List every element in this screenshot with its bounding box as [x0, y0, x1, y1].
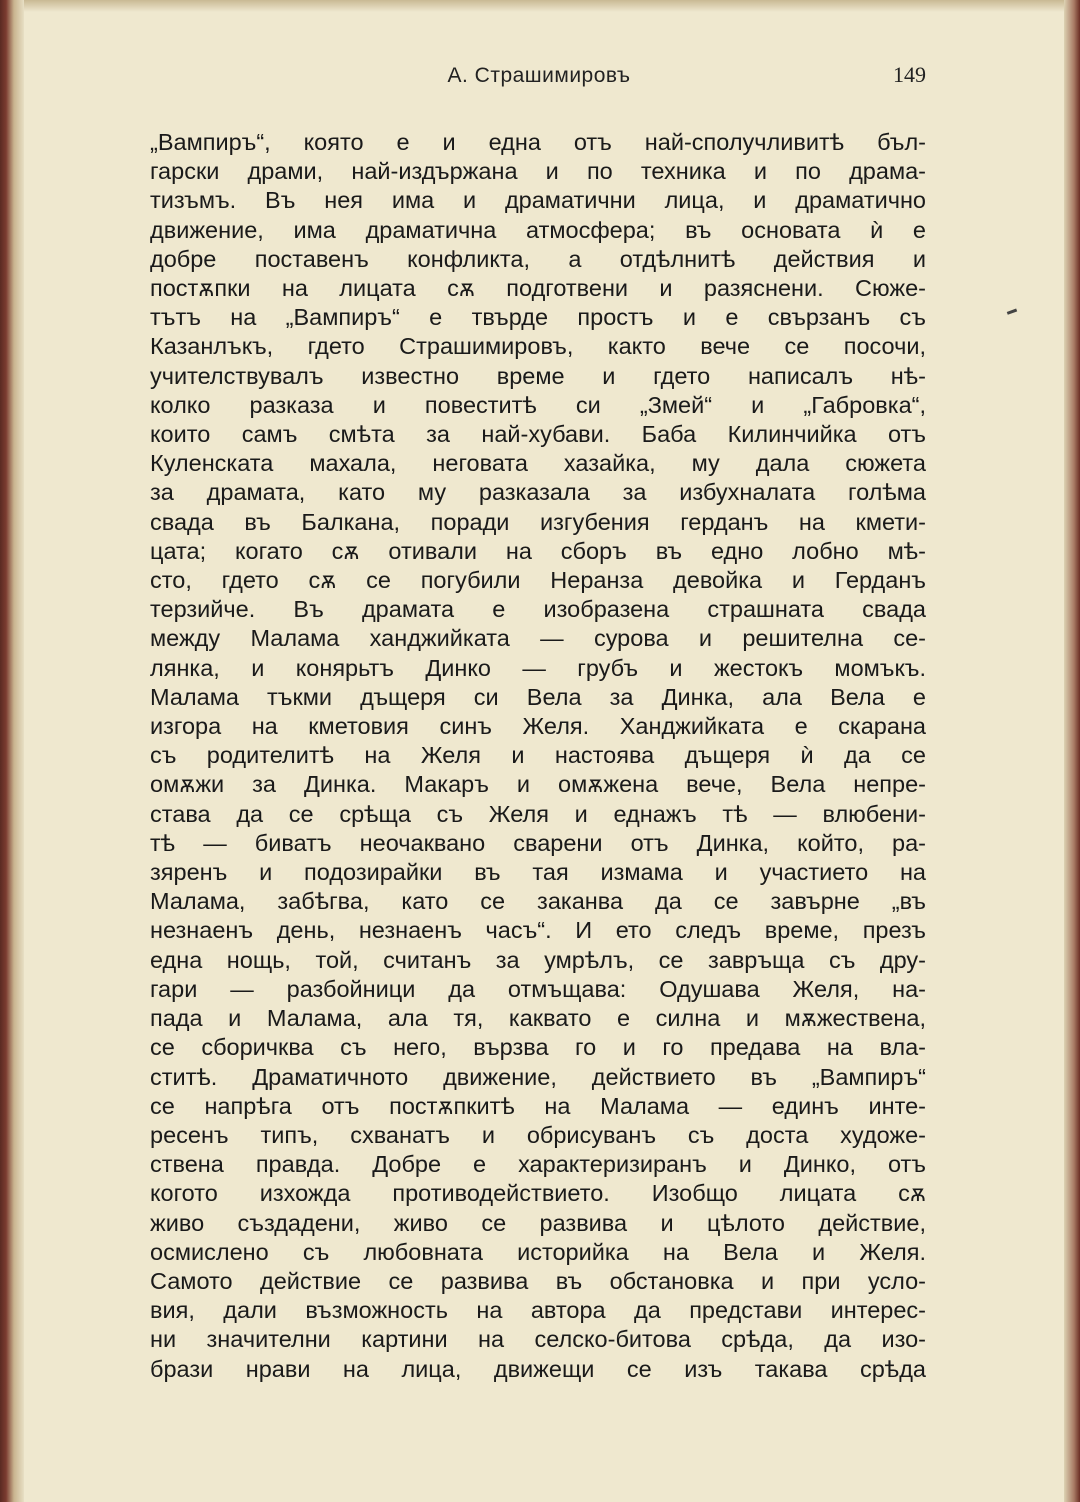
text-line: лянка, и конярьтъ Динко — грубъ и жестокъ момъкъ.: [150, 654, 926, 681]
text-line: незнаенъ день, незнаенъ часъ“. И ето следъ време, презъ: [150, 917, 926, 944]
text-line: изгора на кметовия синъ Желя. Ханджийката е скарана: [150, 713, 926, 740]
text-line: живо създадени, живо се развива и цѣлото действие,: [150, 1209, 926, 1236]
text-line: когото изхожда противодействието. Изобщо лицата сѫ: [150, 1180, 926, 1207]
text-line: учителствувалъ известно време и гдето написалъ нѣ-: [150, 362, 926, 389]
text-line: между Малама ханджийката — сурова и решителна се-: [150, 625, 926, 652]
text-line: цата; когато сѫ отивали на сборъ въ едно лобно мѣ-: [150, 537, 926, 564]
text-line: една нощь, той, считанъ за умрѣлъ, се завръща съ дру-: [150, 946, 926, 973]
text-line: зяренъ и подозирайки въ тая измама и участието на: [150, 859, 926, 886]
text-line: осмислено съ любовната историйка на Вела и Желя.: [150, 1238, 926, 1265]
text-line: тизъмъ. Въ нея има и драматични лица, и драматично: [150, 187, 926, 214]
text-line: ни значителни картини на селско-битова срѣда, да изо-: [150, 1326, 926, 1353]
body-text: [150, 128, 926, 1384]
text-line: движение, има драматична атмосфера; въ основата ѝ е: [150, 216, 926, 243]
text-line: ститѣ. Драматичното движение, действието въ „Вампиръ“: [150, 1063, 926, 1090]
page-right-edge: [1064, 0, 1080, 1502]
text-line: свада въ Балкана, поради изгубения герданъ на кмети-: [150, 508, 926, 535]
text-line: омѫжи за Динка. Макаръ и омѫжена вече, Вела непре-: [150, 771, 926, 798]
text-line: ресенъ типъ, схванатъ и обрисуванъ съ доста художе-: [150, 1121, 926, 1148]
text-line: колко разказа и повеститѣ си „Змей“ и „Габровка“,: [150, 391, 926, 418]
text-line: става да се срѣща съ Желя и еднажъ тѣ — влюбени-: [150, 800, 926, 827]
text-line: които самъ смѣта за най-хубави. Баба Килинчийка отъ: [150, 421, 926, 448]
text-line: терзийче. Въ драмата е изобразена страшната свада: [150, 596, 926, 623]
margin-mark: [1007, 309, 1019, 321]
text-line: тътъ на „Вампиръ“ е твърде простъ и е свързанъ съ: [150, 304, 926, 331]
text-line: пада и Малама, ала тя, каквато е силна и мѫжествена,: [150, 1005, 926, 1032]
text-line: ствена правда. Добре е характеризиранъ и Динко, отъ: [150, 1151, 926, 1178]
text-line: брази нрави на лица, движещи се изъ такава срѣда: [150, 1355, 926, 1382]
text-line: постѫпки на лицата сѫ подготвени и разяснени. Сюже-: [150, 275, 926, 302]
text-line: Самото действие се развива въ обстановка и при усло-: [150, 1267, 926, 1294]
running-head: А. Страшимировъ: [447, 64, 631, 87]
text-line: сто, гдето сѫ се погубили Неранза девойка и Герданъ: [150, 567, 926, 594]
page-left-edge: [0, 0, 24, 1502]
text-line: Малама, забѣгва, като се заканва да се завърне „въ: [150, 888, 926, 915]
text-line: Казанлъкъ, гдето Страшимировъ, както вече се посочи,: [150, 333, 926, 360]
text-line: се сборичква съ него, вързва го и го предава на вла-: [150, 1034, 926, 1061]
text-line: съ родителитѣ на Желя и настоява дъщеря ѝ да се: [150, 742, 926, 769]
text-line: гари — разбойници да отмъщава: Одушава Желя, на-: [150, 975, 926, 1002]
page-number: 149: [893, 62, 926, 87]
text-line: „Вампиръ“, която е и една отъ най-сполучливитѣ бъл-: [150, 129, 926, 155]
text-line: Малама тъкми дъщеря си Вела за Динка, ала Вела е: [150, 683, 926, 710]
text-line: Куленската махала, неговата хазайка, му дала сюжета: [150, 450, 926, 477]
text-line: добре поставенъ конфликта, а отдѣлнитѣ действия и: [150, 245, 926, 272]
text-line: гарски драми, най-издържана и по техника и по драма-: [150, 158, 926, 185]
page-header: [150, 58, 928, 94]
text-line: вия, дали възможность на автора да представи интерес-: [150, 1297, 926, 1324]
text-line: тѣ — биватъ неочаквано сварени отъ Динка, който, ра-: [150, 829, 926, 856]
text-line: се напрѣга отъ постѫпкитѣ на Малама — единъ инте-: [150, 1092, 926, 1119]
text-line: за драмата, като му разказала за избухналата голѣма: [150, 479, 926, 506]
page-top-edge: [0, 0, 1080, 12]
